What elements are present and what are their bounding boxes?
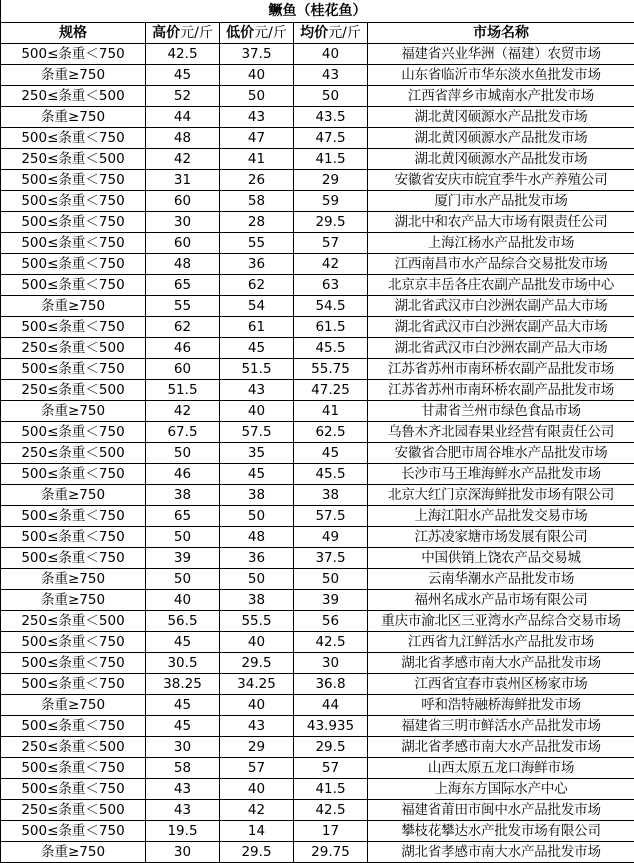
market-name-cell: 攀枝花攀达水产批发市场有限公司 — [368, 821, 634, 842]
avg-price-cell: 44 — [294, 695, 368, 716]
high-price-cell: 56.5 — [146, 611, 220, 632]
avg-price-cell: 41 — [294, 401, 368, 422]
spec-cell: 500≤条重＜750 — [1, 191, 146, 212]
avg-price-cell: 40 — [294, 44, 368, 65]
table-row — [1, 737, 634, 758]
avg-price-cell: 29.5 — [294, 212, 368, 233]
market-name-cell: 重庆市渝北区三亚湾水产品综合交易市场 — [368, 611, 634, 632]
low-price-cell: 36 — [220, 254, 294, 275]
low-price-cell: 55 — [220, 233, 294, 254]
table-row — [1, 65, 634, 86]
spec-cell: 500≤条重＜750 — [1, 359, 146, 380]
high-price-cell: 65 — [146, 506, 220, 527]
market-name-cell: 江西南昌市水产品综合交易批发市场 — [368, 254, 634, 275]
market-name-cell: 湖北黄冈硕源水产品批发市场 — [368, 149, 634, 170]
table-row — [1, 653, 634, 674]
high-price-cell: 50 — [146, 443, 220, 464]
table-row — [1, 590, 634, 611]
market-name-cell: 江苏省苏州市南环桥农副产品批发市场 — [368, 359, 634, 380]
spec-cell: 250≤条重＜500 — [1, 737, 146, 758]
avg-price-cell: 57 — [294, 233, 368, 254]
market-name-cell: 湖北省孝感市南大水产品批发市场 — [368, 737, 634, 758]
high-price-cell: 40 — [146, 590, 220, 611]
low-price-cell: 40 — [220, 65, 294, 86]
header-low-price: 低价元/斤 — [220, 23, 294, 44]
table-row — [1, 107, 634, 128]
high-price-cell: 46 — [146, 464, 220, 485]
market-name-cell: 安徽省安庆市皖宜季牛水产养殖公司 — [368, 170, 634, 191]
spec-cell: 500≤条重＜750 — [1, 548, 146, 569]
table-row — [1, 212, 634, 233]
avg-price-cell: 62.5 — [294, 422, 368, 443]
avg-price-cell: 38 — [294, 485, 368, 506]
avg-price-cell: 45 — [294, 443, 368, 464]
spec-cell: 250≤条重＜500 — [1, 338, 146, 359]
low-price-cell: 40 — [220, 401, 294, 422]
table-row — [1, 800, 634, 821]
market-name-cell: 上海江杨水产品批发市场 — [368, 233, 634, 254]
high-price-cell: 55 — [146, 296, 220, 317]
spec-cell: 250≤条重＜500 — [1, 86, 146, 107]
high-price-cell: 67.5 — [146, 422, 220, 443]
low-price-cell: 29 — [220, 737, 294, 758]
avg-price-cell: 47.5 — [294, 128, 368, 149]
market-name-cell: 北京大红门京深海鲜批发市场有限公司 — [368, 485, 634, 506]
header-avg-price: 均价元/斤 — [294, 23, 368, 44]
avg-price-cell: 17 — [294, 821, 368, 842]
high-price-cell: 43 — [146, 779, 220, 800]
spec-cell: 500≤条重＜750 — [1, 44, 146, 65]
table-row — [1, 86, 634, 107]
high-price-cell: 48 — [146, 128, 220, 149]
low-price-cell: 50 — [220, 569, 294, 590]
low-price-cell: 51.5 — [220, 359, 294, 380]
low-price-cell: 55.5 — [220, 611, 294, 632]
table-row — [1, 275, 634, 296]
avg-price-cell: 42.5 — [294, 632, 368, 653]
high-price-cell: 42.5 — [146, 44, 220, 65]
low-price-cell: 48 — [220, 527, 294, 548]
low-price-cell: 40 — [220, 779, 294, 800]
table-row — [1, 170, 634, 191]
market-name-cell: 长沙市马王堆海鲜水产品批发市场 — [368, 464, 634, 485]
avg-price-cell: 29.5 — [294, 737, 368, 758]
high-price-cell: 30 — [146, 737, 220, 758]
high-price-cell: 45 — [146, 716, 220, 737]
market-name-cell: 江苏凌家塘市场发展有限公司 — [368, 527, 634, 548]
avg-price-cell: 45.5 — [294, 464, 368, 485]
spec-cell: 条重≥750 — [1, 842, 146, 863]
avg-price-cell: 43.935 — [294, 716, 368, 737]
low-price-cell: 62 — [220, 275, 294, 296]
low-price-cell: 37.5 — [220, 44, 294, 65]
spec-cell: 500≤条重＜750 — [1, 821, 146, 842]
market-name-cell: 福建省三明市鲜活水产品批发市场 — [368, 716, 634, 737]
avg-price-cell: 47.25 — [294, 380, 368, 401]
spec-cell: 500≤条重＜750 — [1, 128, 146, 149]
avg-price-cell: 43 — [294, 65, 368, 86]
table-row — [1, 149, 634, 170]
avg-price-cell: 41.5 — [294, 779, 368, 800]
spec-cell: 500≤条重＜750 — [1, 716, 146, 737]
table-row — [1, 128, 634, 149]
market-name-cell: 山东省临沂市华东淡水鱼批发市场 — [368, 65, 634, 86]
header-high-price: 高价元/斤 — [146, 23, 220, 44]
spec-cell: 500≤条重＜750 — [1, 527, 146, 548]
high-price-cell: 19.5 — [146, 821, 220, 842]
table-row — [1, 716, 634, 737]
high-price-cell: 62 — [146, 317, 220, 338]
low-price-cell: 40 — [220, 632, 294, 653]
market-name-cell: 安徽省合肥市周谷堆水产品批发市场 — [368, 443, 634, 464]
high-price-cell: 45 — [146, 632, 220, 653]
market-name-cell: 福州名成水产品市场有限公司 — [368, 590, 634, 611]
spec-cell: 500≤条重＜750 — [1, 653, 146, 674]
table-row — [1, 674, 634, 695]
high-price-cell: 50 — [146, 527, 220, 548]
low-price-cell: 50 — [220, 506, 294, 527]
low-price-cell: 14 — [220, 821, 294, 842]
table-row — [1, 464, 634, 485]
low-price-cell: 35 — [220, 443, 294, 464]
market-name-cell: 呼和浩特融桥海鲜批发市场 — [368, 695, 634, 716]
low-price-cell: 41 — [220, 149, 294, 170]
low-price-cell: 29.5 — [220, 653, 294, 674]
table-row — [1, 779, 634, 800]
avg-price-cell: 55.75 — [294, 359, 368, 380]
spec-cell: 500≤条重＜750 — [1, 464, 146, 485]
high-price-cell: 43 — [146, 800, 220, 821]
spec-cell: 条重≥750 — [1, 107, 146, 128]
market-name-cell: 湖北省武汉市白沙洲农副产品大市场 — [368, 338, 634, 359]
low-price-cell: 43 — [220, 380, 294, 401]
market-name-cell: 江西省九江鲜活水产品批发市场 — [368, 632, 634, 653]
spec-cell: 500≤条重＜750 — [1, 275, 146, 296]
spec-cell: 250≤条重＜500 — [1, 443, 146, 464]
table-row — [1, 254, 634, 275]
avg-price-cell: 50 — [294, 569, 368, 590]
high-price-cell: 60 — [146, 233, 220, 254]
high-price-cell: 46 — [146, 338, 220, 359]
high-price-cell: 58 — [146, 758, 220, 779]
high-price-cell: 38 — [146, 485, 220, 506]
table-row — [1, 296, 634, 317]
avg-price-cell: 43.5 — [294, 107, 368, 128]
spec-cell: 500≤条重＜750 — [1, 170, 146, 191]
high-price-cell: 42 — [146, 401, 220, 422]
table-row — [1, 44, 634, 65]
avg-price-cell: 54.5 — [294, 296, 368, 317]
avg-price-cell: 41.5 — [294, 149, 368, 170]
market-name-cell: 福建省莆田市闽中水产品批发市场 — [368, 800, 634, 821]
avg-price-cell: 29.75 — [294, 842, 368, 863]
low-price-cell: 45 — [220, 338, 294, 359]
market-name-cell: 福建省兴业华洲（福建）农贸市场 — [368, 44, 634, 65]
table-row — [1, 359, 634, 380]
market-name-cell: 厦门市水产品批发市场 — [368, 191, 634, 212]
high-price-cell: 39 — [146, 548, 220, 569]
table-row — [1, 632, 634, 653]
low-price-cell: 43 — [220, 107, 294, 128]
high-price-cell: 38.25 — [146, 674, 220, 695]
spec-cell: 500≤条重＜750 — [1, 212, 146, 233]
low-price-cell: 38 — [220, 485, 294, 506]
avg-price-cell: 57 — [294, 758, 368, 779]
spec-cell: 500≤条重＜750 — [1, 233, 146, 254]
market-name-cell: 上海东方国际水产中心 — [368, 779, 634, 800]
table-row — [1, 380, 634, 401]
high-price-cell: 52 — [146, 86, 220, 107]
spec-cell: 250≤条重＜500 — [1, 611, 146, 632]
table-row — [1, 548, 634, 569]
avg-price-cell: 39 — [294, 590, 368, 611]
avg-price-cell: 30 — [294, 653, 368, 674]
spec-cell: 500≤条重＜750 — [1, 632, 146, 653]
market-name-cell: 北京京丰岳各庄农副产品批发市场中心 — [368, 275, 634, 296]
spec-cell: 条重≥750 — [1, 569, 146, 590]
spec-cell: 条重≥750 — [1, 695, 146, 716]
high-price-cell: 30 — [146, 212, 220, 233]
low-price-cell: 47 — [220, 128, 294, 149]
table-header-row — [1, 23, 634, 44]
avg-price-cell: 50 — [294, 86, 368, 107]
market-name-cell: 湖北中和农产品大市场有限责任公司 — [368, 212, 634, 233]
low-price-cell: 29.5 — [220, 842, 294, 863]
table-row — [1, 317, 634, 338]
table-row — [1, 758, 634, 779]
table-row — [1, 506, 634, 527]
market-name-cell: 湖北黄冈硕源水产品批发市场 — [368, 107, 634, 128]
avg-price-cell: 49 — [294, 527, 368, 548]
high-price-cell: 45 — [146, 65, 220, 86]
spec-cell: 500≤条重＜750 — [1, 506, 146, 527]
high-price-cell: 51.5 — [146, 380, 220, 401]
high-price-cell: 30 — [146, 842, 220, 863]
high-price-cell: 31 — [146, 170, 220, 191]
spec-cell: 500≤条重＜750 — [1, 254, 146, 275]
market-name-cell: 湖北省孝感市南大水产品批发市场 — [368, 653, 634, 674]
spec-cell: 500≤条重＜750 — [1, 317, 146, 338]
avg-price-cell: 45.5 — [294, 338, 368, 359]
market-name-cell: 湖北黄冈硕源水产品批发市场 — [368, 128, 634, 149]
high-price-cell: 45 — [146, 695, 220, 716]
table-body — [1, 44, 634, 863]
low-price-cell: 43 — [220, 716, 294, 737]
table-row — [1, 569, 634, 590]
avg-price-cell: 42.5 — [294, 800, 368, 821]
table-title: 鳜鱼（桂花鱼） — [1, 0, 634, 23]
avg-price-cell: 57.5 — [294, 506, 368, 527]
low-price-cell: 57 — [220, 758, 294, 779]
high-price-cell: 65 — [146, 275, 220, 296]
table-row — [1, 422, 634, 443]
avg-price-cell: 56 — [294, 611, 368, 632]
market-name-cell: 上海江阳水产品批发交易市场 — [368, 506, 634, 527]
table-row — [1, 191, 634, 212]
avg-price-cell: 36.8 — [294, 674, 368, 695]
spec-cell: 条重≥750 — [1, 65, 146, 86]
high-price-cell: 60 — [146, 359, 220, 380]
avg-price-cell: 29 — [294, 170, 368, 191]
high-price-cell: 50 — [146, 569, 220, 590]
avg-price-cell: 59 — [294, 191, 368, 212]
spec-cell: 条重≥750 — [1, 485, 146, 506]
spec-cell: 条重≥750 — [1, 590, 146, 611]
table-row — [1, 695, 634, 716]
avg-price-cell: 42 — [294, 254, 368, 275]
market-name-cell: 湖北省武汉市白沙洲农副产品大市场 — [368, 296, 634, 317]
low-price-cell: 40 — [220, 695, 294, 716]
spec-cell: 500≤条重＜750 — [1, 422, 146, 443]
spec-cell: 条重≥750 — [1, 401, 146, 422]
low-price-cell: 38 — [220, 590, 294, 611]
table-row — [1, 401, 634, 422]
table-row — [1, 527, 634, 548]
market-name-cell: 甘肃省兰州市绿色食品市场 — [368, 401, 634, 422]
spec-cell: 250≤条重＜500 — [1, 149, 146, 170]
low-price-cell: 34.25 — [220, 674, 294, 695]
table-row — [1, 443, 634, 464]
low-price-cell: 42 — [220, 800, 294, 821]
low-price-cell: 54 — [220, 296, 294, 317]
spec-cell: 250≤条重＜500 — [1, 800, 146, 821]
avg-price-cell: 37.5 — [294, 548, 368, 569]
table-row — [1, 485, 634, 506]
market-name-cell: 山西太原五龙口海鲜市场 — [368, 758, 634, 779]
low-price-cell: 36 — [220, 548, 294, 569]
low-price-cell: 28 — [220, 212, 294, 233]
market-name-cell: 江西省宜春市袁州区杨家市场 — [368, 674, 634, 695]
low-price-cell: 61 — [220, 317, 294, 338]
low-price-cell: 50 — [220, 86, 294, 107]
market-name-cell: 乌鲁木齐北园春果业经营有限责任公司 — [368, 422, 634, 443]
low-price-cell: 58 — [220, 191, 294, 212]
low-price-cell: 45 — [220, 464, 294, 485]
market-name-cell: 湖北省武汉市白沙洲农副产品大市场 — [368, 317, 634, 338]
low-price-cell: 57.5 — [220, 422, 294, 443]
high-price-cell: 60 — [146, 191, 220, 212]
high-price-cell: 44 — [146, 107, 220, 128]
high-price-cell: 48 — [146, 254, 220, 275]
avg-price-cell: 61.5 — [294, 317, 368, 338]
spec-cell: 500≤条重＜750 — [1, 779, 146, 800]
avg-price-cell: 63 — [294, 275, 368, 296]
spec-cell: 500≤条重＜750 — [1, 674, 146, 695]
table-row — [1, 821, 634, 842]
table-row — [1, 338, 634, 359]
market-name-cell: 江苏省苏州市南环桥农副产品批发市场 — [368, 380, 634, 401]
spec-cell: 500≤条重＜750 — [1, 758, 146, 779]
market-name-cell: 湖北省孝感市南大水产品批发市场 — [368, 842, 634, 863]
low-price-cell: 26 — [220, 170, 294, 191]
table-row — [1, 842, 634, 863]
spec-cell: 250≤条重＜500 — [1, 380, 146, 401]
spec-cell: 条重≥750 — [1, 296, 146, 317]
market-name-cell: 江西省萍乡市城南水产批发市场 — [368, 86, 634, 107]
header-spec: 规格 — [1, 23, 146, 44]
market-name-cell: 中国供销上饶农产品交易城 — [368, 548, 634, 569]
table-row — [1, 611, 634, 632]
header-market-name: 市场名称 — [368, 23, 634, 44]
high-price-cell: 30.5 — [146, 653, 220, 674]
market-name-cell: 云南华潮水产品批发市场 — [368, 569, 634, 590]
table-title-row — [1, 0, 634, 23]
high-price-cell: 42 — [146, 149, 220, 170]
table-row — [1, 233, 634, 254]
